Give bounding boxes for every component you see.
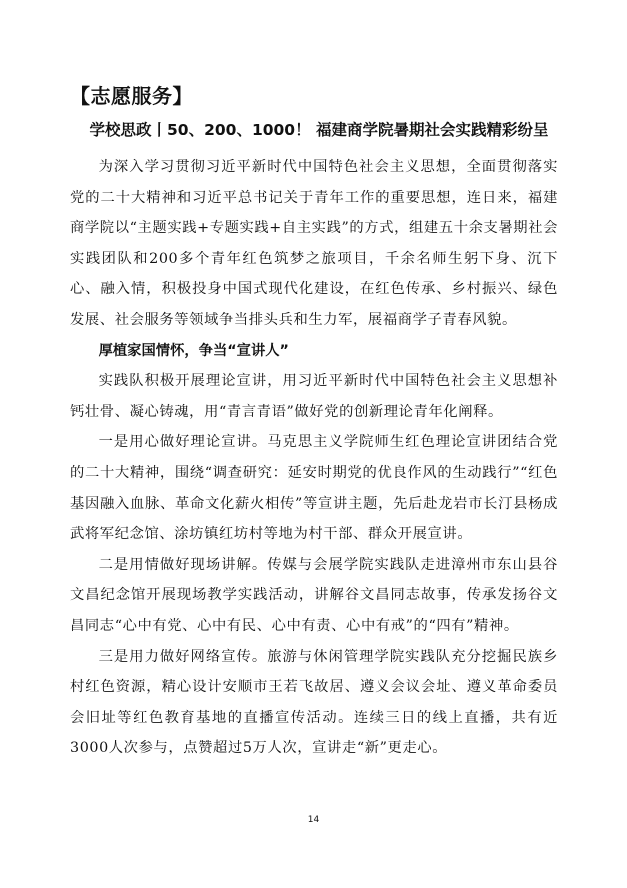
section-subheading: 厚植家国情怀，争当“宣讲人” xyxy=(98,342,289,359)
article-title: 学校思政丨50、200、1000！ 福建商学院暑期社会实践精彩纷呈 xyxy=(89,121,549,139)
section-label: 【志愿服务】 xyxy=(70,84,193,108)
body-paragraph-3: 二是用情做好现场讲解。传媒与会展学院实践队走进漳州市东山县谷文昌纪念馆开展现场教学实践活动，讲解谷文昌同志故事，传承发扬谷文昌同志“心中有党、心中有民、心中有责、心中有戒”的“四有”精神。 xyxy=(70,556,558,634)
intro-paragraph: 为深入学习贯彻习近平新时代中国特色社会主义思想，全面贯彻落实党的二十大精神和习近平总书记关于青年工作的重要思想，连日来，福建商学院以“主题实践+专题实践+自主实践”的方式，组建五十余支暑期社会实践团队和200多个青年红色筑梦之旅项目，千余名师生躬下身、沉下心、融入情，积极投身中国式现代化建设，在红色传承、乡村振兴、绿色发展、社会服务等领域争当排头兵和生力军，展福商学子青春风貌。 xyxy=(70,159,558,328)
body-paragraph-1: 实践队积极开展理论宣讲，用习近平新时代中国特色社会主义思想补钙壮骨、凝心铸魂，用“青言青语”做好党的创新理论青年化阐释。 xyxy=(70,373,558,420)
body-paragraph-2: 一是用心做好理论宣讲。马克思主义学院师生红色理论宣讲团结合党的二十大精神，围绕“调查研究：延安时期党的优良作风的生动践行”“红色基因融入血脉、革命文化薪火相传”等宣讲主题，先后赴龙岩市长汀县杨成武将军纪念馆、涂坊镇红坊村等地为村干部、群众开展宣讲。 xyxy=(70,434,558,543)
page-number: 14 xyxy=(307,815,320,825)
article-body xyxy=(70,152,558,764)
body-paragraph-4: 三是用力做好网络宣传。旅游与休闲管理学院实践队充分挖掘民族乡村红色资源，精心设计安顺市王若飞故居、遵义会议会址、遵义革命委员会旧址等红色教育基地的直播宣传活动。连续三日的线上直播，共有近3000人次参与，点赞超过5万人次，宣讲走“新”更走心。 xyxy=(70,648,558,757)
